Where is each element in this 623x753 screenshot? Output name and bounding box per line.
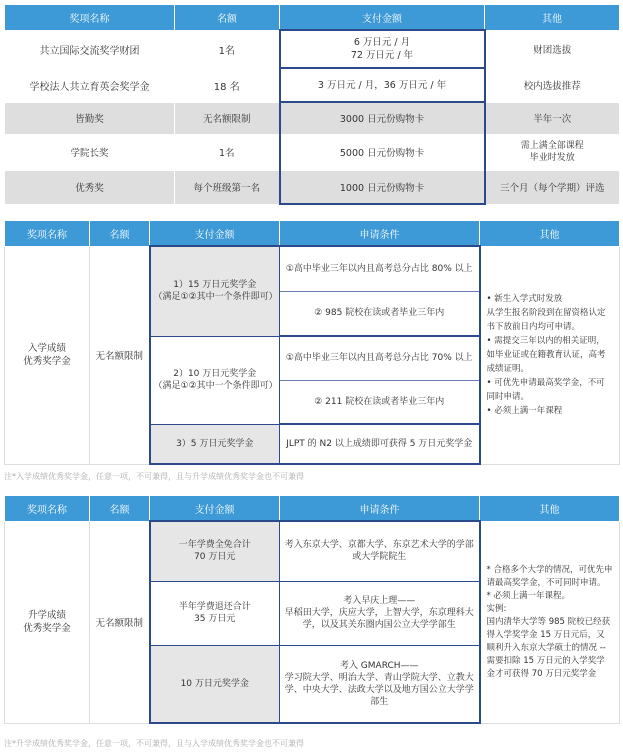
quota: 每个班级第一名: [175, 170, 280, 204]
header-award-name: 奖项名称: [5, 221, 90, 247]
header-award-name: 奖项名称: [5, 5, 175, 31]
tier-condition: JLPT 的 N2 以上成绩即可获得 5 万日元奖学金: [280, 424, 480, 464]
header-amount: 支付金额: [150, 221, 280, 247]
other: 需上满全部课程 毕业时发放: [485, 134, 620, 170]
condition: 考入东京大学、京都大学、东京艺术大学的学部或大学院院生: [280, 521, 480, 581]
award-name: 学院长奖: [5, 134, 175, 170]
quota: 1名: [175, 134, 280, 170]
award-name: 优秀奖: [5, 170, 175, 204]
header-conditions: 申请条件: [280, 221, 480, 247]
table-row: [5, 68, 620, 102]
award-name: 皆勤奖: [5, 102, 175, 134]
tier-condition: ② 211 院校在读或者毕业三年内: [280, 380, 480, 424]
tier-condition: ①高中毕业三年以内且高考总分占比 80% 以上: [280, 246, 480, 291]
condition: 考入早庆上理—— 早稻田大学，庆应大学，上智大学，东京理科大学，以及其关东圈内国公立大学学部生: [280, 581, 480, 645]
amount: 1000 日元份购物卡: [280, 170, 485, 204]
amount: 5000 日元份购物卡: [280, 134, 485, 170]
table-row: [5, 170, 620, 204]
amount: 一年学费全免合计 70 万日元: [150, 521, 280, 581]
header-other: 其他: [480, 221, 620, 247]
quota: 无名额限制: [175, 102, 280, 134]
tier-condition: ①高中毕业三年以内且高考总分占比 70% 以上: [280, 336, 480, 380]
scholarship-table-3: [4, 495, 620, 724]
footnote: 注*入学成绩优秀奖学金，任意一项，不可兼得，且与升学成绩优秀奖学金也不可兼得: [4, 472, 304, 481]
award-name: 升学成绩 优秀奖学金: [5, 521, 90, 723]
scholarship-table-1: [4, 4, 620, 205]
amount: 6 万日元 / 月 72 万日元 / 年: [280, 30, 485, 68]
header-other: 其他: [485, 5, 620, 31]
tier-amount: 1）15 万日元奖学金 （满足①②其中一个条件即可）: [150, 246, 280, 336]
other: 财团选拔: [485, 30, 620, 68]
other: 校内选拔推荐: [485, 68, 620, 102]
header-award-name: 奖项名称: [5, 496, 90, 522]
condition: 考入 GMARCH—— 学习院大学、明治大学、青山学院大学、立教大学、中央大学、法政大学以及地方国公立大学学部生: [280, 645, 480, 723]
table-row: [5, 30, 620, 68]
table-row: [5, 521, 620, 581]
amount: 半年学费退还合计 35 万日元: [150, 581, 280, 645]
header-conditions: 申请条件: [280, 496, 480, 522]
quota: 无名额限制: [90, 246, 150, 464]
amount: 3 万日元 / 月，36 万日元 / 年: [280, 68, 485, 102]
header-amount: 支付金额: [280, 5, 485, 31]
header-quota: 名额: [90, 221, 150, 247]
quota: 无名额限制: [90, 521, 150, 723]
quota: 18 名: [175, 68, 280, 102]
quota: 1名: [175, 30, 280, 68]
award-name: 共立国际交流奖学财团: [5, 30, 175, 68]
other-notes: • 新生入学式时发放 从学生报名阶段到在留资格认定书下放前日内均可申请。 • 需提交三年以内的相关证明，如毕业证或在籍教育认证，高考成绩证明。 • 可优先申请最高奖学金，不可同时申请。 • 必须上满一年课程: [480, 246, 620, 464]
tier-amount: 3）5 万日元奖学金: [150, 424, 280, 464]
scholarship-table-2: [4, 220, 620, 465]
other: 三个月（每个学期）评选: [485, 170, 620, 204]
amount: 3000 日元份购物卡: [280, 102, 485, 134]
amount: 10 万日元奖学金: [150, 645, 280, 723]
header-amount: 支付金额: [150, 496, 280, 522]
award-name: 入学成绩 优秀奖学金: [5, 246, 90, 464]
award-name: 学校法人共立育英会奖学金: [5, 68, 175, 102]
table-row: [5, 246, 620, 291]
other-notes: * 合格多个大学的情况，可优先申请最高奖学金，不可同时申请。 * 必须上满一年课程。 实例: 国内清华大学等 985 院校已经获得入学奖学金 15 万日元后，又顺利升入东京大学硕士的情况 -- 需要扣除 15 万日元的入学奖学金才可获得 70 万日元奖学金: [480, 521, 620, 723]
table-row: [5, 102, 620, 134]
other: 半年一次: [485, 102, 620, 134]
table-row: [5, 134, 620, 170]
tier-amount: 2）10 万日元奖学金 （满足①②其中一个条件即可）: [150, 336, 280, 424]
header-quota: 名额: [90, 496, 150, 522]
header-other: 其他: [480, 496, 620, 522]
tier-condition: ② 985 院校在读或者毕业三年内: [280, 291, 480, 336]
footnote: 注*升学成绩优秀奖学金，任意一项，不可兼得，且与入学成绩优秀奖学金也不可兼得: [4, 739, 304, 748]
header-quota: 名额: [175, 5, 280, 31]
